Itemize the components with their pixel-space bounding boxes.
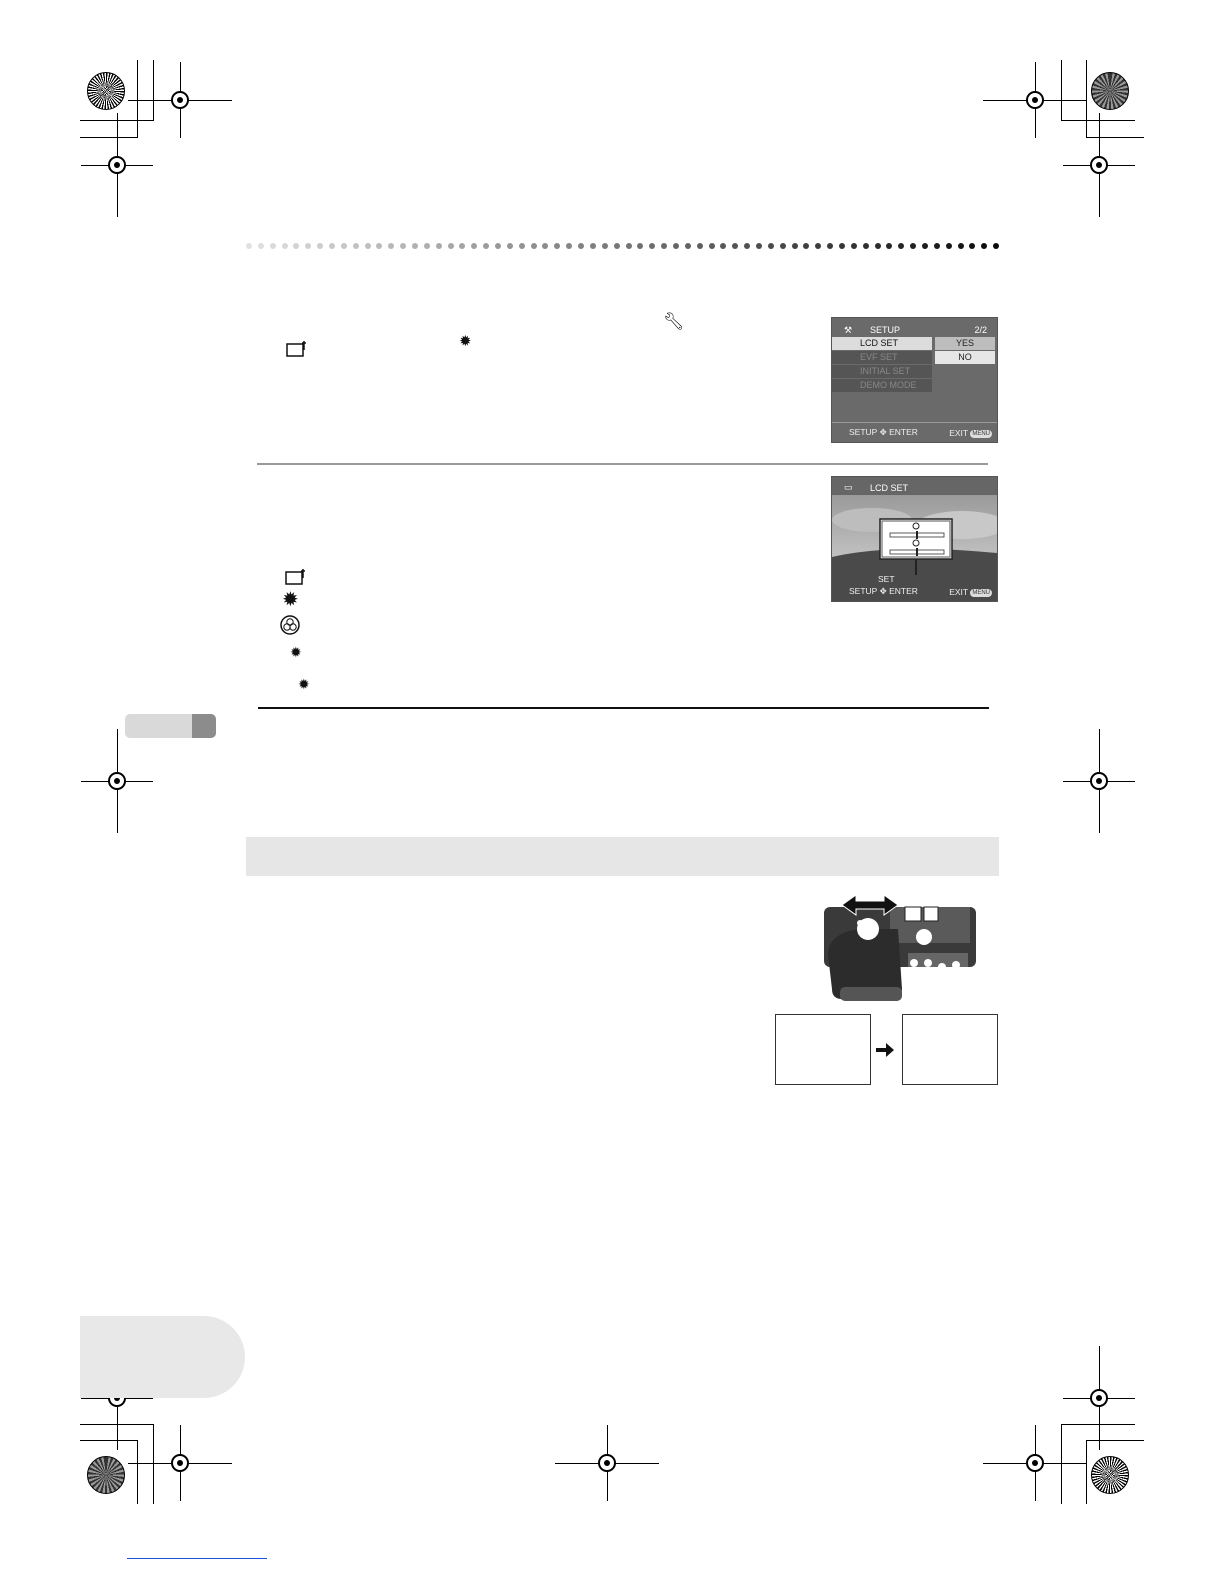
rule-dot — [519, 243, 525, 249]
rule-dot — [685, 243, 691, 249]
joystick-icon: ✥ — [879, 586, 887, 596]
rule-dot — [981, 243, 987, 249]
rule-dot — [851, 243, 857, 249]
color-rosette-icon — [1091, 72, 1129, 110]
rule-dot — [495, 243, 501, 249]
before-image-box — [775, 1014, 871, 1085]
rule-dot — [922, 243, 928, 249]
rule-dot — [471, 243, 477, 249]
rule-dot — [341, 243, 347, 249]
rule-dot — [353, 243, 359, 249]
rule-dot — [376, 243, 382, 249]
rule-dot — [258, 243, 264, 249]
rule-dot — [637, 243, 643, 249]
brightness-icon: ✹ — [290, 644, 302, 660]
rule-dot — [839, 243, 845, 249]
rule-dot — [436, 243, 442, 249]
option-no[interactable]: NO — [935, 351, 995, 364]
rule-dot — [293, 243, 299, 249]
rule-dot — [614, 243, 620, 249]
rule-dot — [898, 243, 904, 249]
option-yes[interactable]: YES — [935, 337, 995, 350]
lcd-set-icon — [286, 340, 308, 361]
rule-dot — [554, 243, 560, 249]
rule-dot — [946, 243, 952, 249]
after-image-box — [902, 1014, 998, 1085]
brightness-icon: ✹ — [298, 676, 310, 692]
rule-dot — [531, 243, 537, 249]
page-indicator: 2/2 — [974, 325, 987, 335]
rule-dot — [448, 243, 454, 249]
rule-dot — [365, 243, 371, 249]
brightness-icon: ✹ — [282, 589, 299, 611]
color-rosette-icon — [87, 72, 125, 110]
set-label: SET — [878, 574, 895, 584]
rule-dot — [459, 243, 465, 249]
rule-dot — [578, 243, 584, 249]
rule-dot — [993, 243, 999, 249]
menu-item-lcd-set[interactable]: LCD SET — [832, 337, 932, 350]
rule-dot — [329, 243, 335, 249]
rule-dot — [412, 243, 418, 249]
setup-menu-title: SETUP — [870, 325, 901, 335]
rule-dot — [744, 243, 750, 249]
rule-dot — [910, 243, 916, 249]
rule-dot — [661, 243, 667, 249]
rule-dot — [626, 243, 632, 249]
rule-dot — [400, 243, 406, 249]
dotted-header-rule — [246, 243, 1000, 251]
rule-dot — [566, 243, 572, 249]
section-title-bar — [246, 837, 999, 876]
section-divider — [258, 707, 989, 709]
rule-dot — [542, 243, 548, 249]
rule-dot — [720, 243, 726, 249]
section-divider — [257, 463, 988, 465]
rule-dot — [875, 243, 881, 249]
footer-setup: SETUP ✥ ENTER — [849, 427, 918, 437]
lcd-set-icon — [285, 568, 307, 589]
color-rosette-icon — [87, 1456, 125, 1494]
rule-dot — [270, 243, 276, 249]
setup-menu-screen — [831, 317, 998, 443]
rule-dot — [756, 243, 762, 249]
menu-button-icon: MENU — [972, 589, 990, 596]
rule-dot — [886, 243, 892, 249]
rule-dot — [602, 243, 608, 249]
rule-dot — [969, 243, 975, 249]
color-icon — [280, 615, 300, 638]
lcd-set-title: LCD SET — [870, 483, 909, 493]
rule-dot — [768, 243, 774, 249]
footer-exit: EXIT MENU — [949, 587, 990, 597]
camera-viewfinder-illustration — [820, 893, 980, 1005]
rule-dot — [792, 243, 798, 249]
lcd-set-icon: ▭ — [844, 482, 853, 492]
rule-dot — [780, 243, 786, 249]
rule-dot — [732, 243, 738, 249]
rule-dot — [317, 243, 323, 249]
rule-dot — [305, 243, 311, 249]
brightness-icon: ✹ — [459, 333, 472, 350]
rule-dot — [424, 243, 430, 249]
arrow-right-icon — [875, 1042, 895, 1063]
footer-exit: EXIT MENU — [949, 428, 990, 438]
rule-dot — [246, 243, 252, 249]
rule-dot — [709, 243, 715, 249]
rule-dot — [388, 243, 394, 249]
menu-button-icon: MENU — [972, 430, 990, 437]
page-number-panel — [80, 1316, 245, 1398]
rule-dot — [673, 243, 679, 249]
joystick-icon: ✥ — [879, 427, 887, 437]
rule-dot — [934, 243, 940, 249]
rule-dot — [958, 243, 964, 249]
lcd-set-screen — [831, 476, 998, 602]
rule-dot — [815, 243, 821, 249]
rule-dot — [863, 243, 869, 249]
rule-dot — [590, 243, 596, 249]
menu-item-evf-set[interactable]: EVF SET — [832, 351, 932, 364]
footer-setup: SETUP ✥ ENTER — [849, 586, 918, 596]
rule-dot — [697, 243, 703, 249]
rule-dot — [649, 243, 655, 249]
rule-dot — [507, 243, 513, 249]
rule-dot — [483, 243, 489, 249]
rule-dot — [803, 243, 809, 249]
wrench-icon: ⚒ — [844, 325, 853, 335]
color-rosette-icon — [1091, 1456, 1129, 1494]
rule-dot — [282, 243, 288, 249]
menu-item-demo-mode[interactable]: DEMO MODE — [832, 379, 932, 392]
rule-dot — [827, 243, 833, 249]
footer-link[interactable] — [127, 1558, 267, 1559]
wrench-icon: 🔧︎ — [663, 312, 685, 331]
menu-item-initial-set[interactable]: INITIAL SET — [832, 365, 932, 378]
chapter-tab-marker — [125, 714, 216, 738]
